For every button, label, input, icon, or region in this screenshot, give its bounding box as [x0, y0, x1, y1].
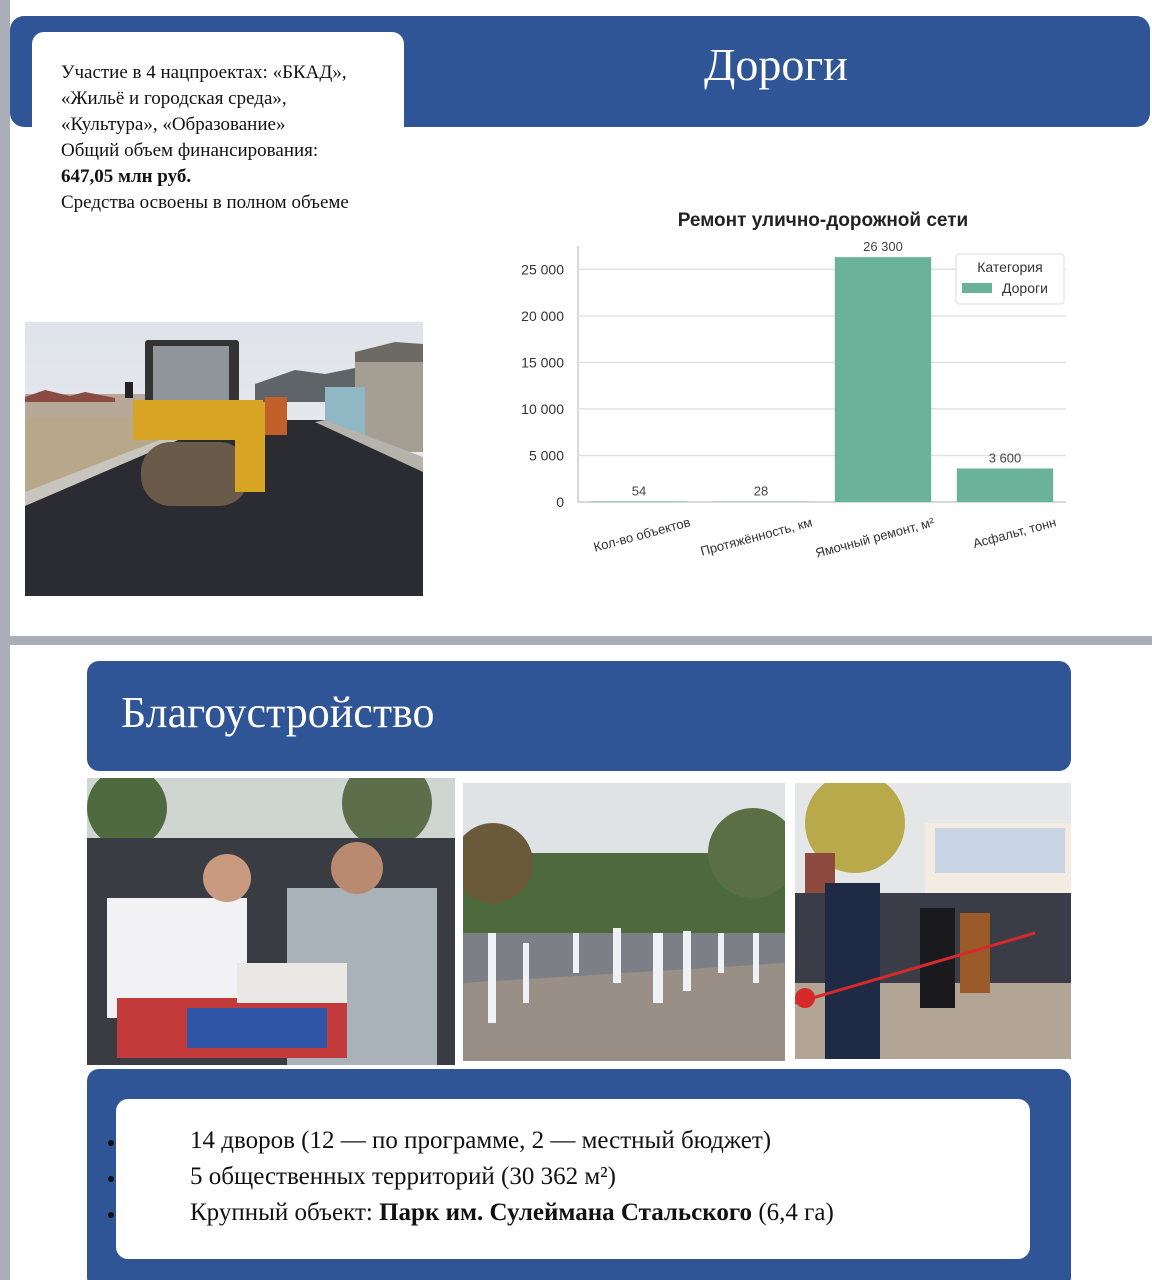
- improvement-title: Благоустройство: [121, 688, 435, 737]
- funding-amount: 647,05 млн руб.: [61, 166, 192, 187]
- list-item-park: Крупный объект: Парк им. Сулеймана Стальского (6,4 га): [190, 1199, 834, 1226]
- info-line: «Жильё и городская среда»,: [61, 88, 287, 109]
- bar: [591, 501, 687, 502]
- x-tick-label: Кол-во объектов: [591, 514, 692, 555]
- x-tick-label: Асфальт, тонн: [971, 514, 1058, 552]
- funding-info: [61, 60, 349, 216]
- bullet-icon: [108, 1212, 114, 1218]
- bar: [957, 468, 1053, 502]
- info-line: Средства освоены в полном объеме: [61, 192, 349, 213]
- slide-roads: [10, 0, 1152, 636]
- ribbon-cutting-photo: [795, 783, 1071, 1059]
- bar-value-label: 3 600: [988, 450, 1022, 466]
- info-line: Участие в 4 нацпроектах: «БКАД»,: [61, 62, 347, 83]
- list-item-territories: 5 общественных территорий (30 362 м²): [190, 1163, 616, 1190]
- bullet-icon: [108, 1140, 114, 1146]
- y-tick-label: 10 000: [521, 400, 564, 417]
- armwrestling-photo: [87, 778, 455, 1065]
- fountains-photo: [463, 783, 785, 1061]
- chart-title: Ремонт улично-дорожной сети: [677, 210, 969, 231]
- x-tick-label: Ямочный ремонт, м²: [813, 514, 936, 561]
- info-line: Общий объем финансирования:: [61, 140, 319, 161]
- park-name: Парк им. Сулеймана Стальского: [379, 1199, 753, 1226]
- bar-value-label: 54: [631, 483, 647, 499]
- y-tick-label: 5 000: [528, 447, 564, 464]
- y-tick-label: 0: [556, 494, 564, 510]
- roads-title: Дороги: [704, 39, 848, 90]
- bar-value-label: 26 300: [863, 239, 903, 255]
- y-tick-label: 15 000: [521, 354, 564, 371]
- list-item-yards: 14 дворов (12 — по программе, 2 — местный бюджет): [190, 1127, 772, 1154]
- bullet-icon: [108, 1176, 114, 1182]
- legend-title: Категория: [977, 259, 1043, 275]
- road-roller-photo: [25, 322, 423, 596]
- bar-value-label: 28: [753, 483, 769, 499]
- legend-swatch: [962, 283, 992, 293]
- legend-entry: Дороги: [1002, 280, 1048, 296]
- slide-improvement: [10, 645, 1152, 1280]
- info-line: «Культура», «Образование»: [61, 114, 286, 135]
- y-tick-label: 20 000: [521, 307, 564, 324]
- x-tick-label: Протяжённость, км: [698, 514, 814, 559]
- road-repair-chart: [490, 200, 1090, 580]
- chart-legend: [956, 254, 1064, 304]
- y-tick-label: 25 000: [521, 261, 564, 278]
- bar: [835, 257, 931, 502]
